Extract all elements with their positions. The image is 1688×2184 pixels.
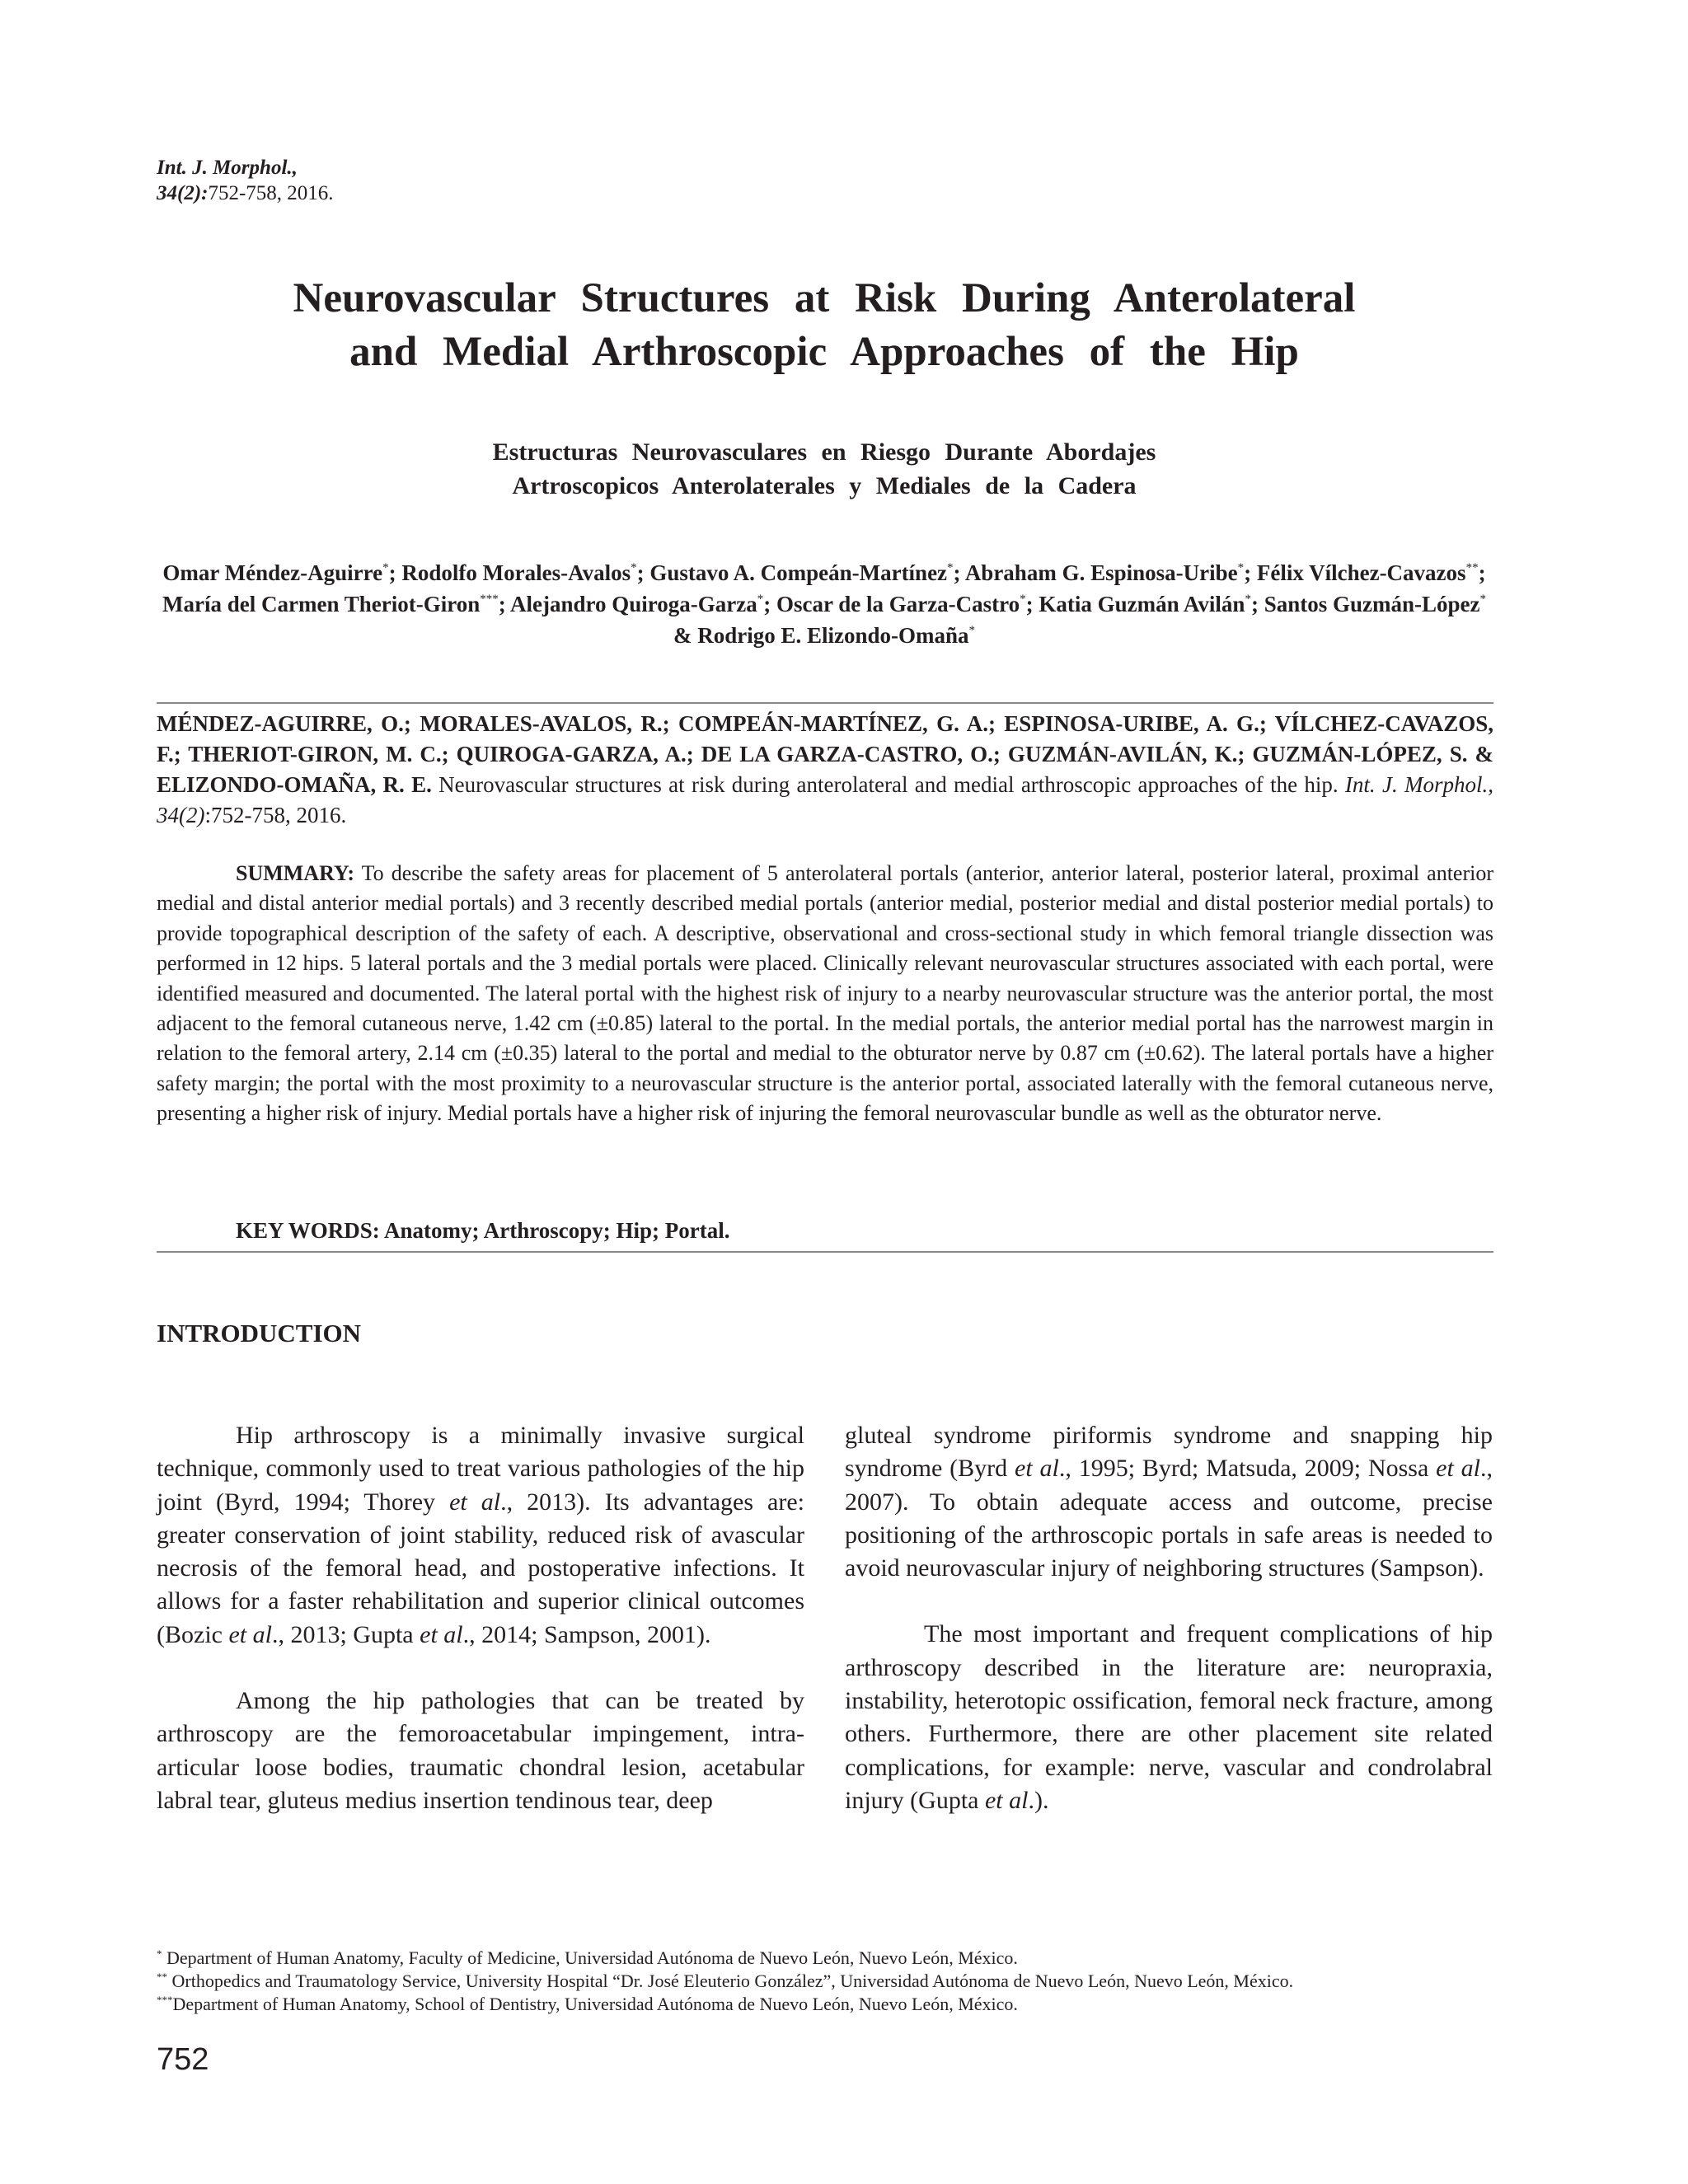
summary-abstract <box>157 859 1493 1129</box>
body-text: The most important and frequent complications of hip arthroscopy described in the literature are: neuropraxia, instability, heterotopic ossification, femoral neck fracture, among others. Furthermore, there are other placement site related complications, for example: nerve, vascular and condrolabral injury (Gupta <box>845 1620 1493 1814</box>
footnote-mark: * <box>157 1947 162 1960</box>
body-text: ., 2013; Gupta <box>271 1620 420 1648</box>
journal-name: Int. J. Morphol., <box>157 157 298 179</box>
citation-italic: et al <box>420 1620 463 1648</box>
journal-reference <box>157 155 334 206</box>
author-name: Abraham G. Espinosa-Uribe <box>964 560 1238 585</box>
top-divider <box>157 702 1493 704</box>
citation-journal: Int. J. Morphol., 34(2) <box>157 772 1493 827</box>
author-name: Rodrigo E. Elizondo-Omaña <box>697 623 969 648</box>
citation-italic: et al <box>228 1620 272 1648</box>
footnote-line <box>157 1947 1293 1970</box>
author-name: Félix Vílchez-Cavazos <box>1256 560 1466 585</box>
affiliation-mark: * <box>382 561 389 574</box>
author-name: Katia Guzmán Avilán <box>1039 592 1245 616</box>
affiliation-mark: * <box>1020 593 1026 606</box>
citation-block <box>157 709 1493 831</box>
affiliation-mark: * <box>947 561 954 574</box>
section-heading-introduction: INTRODUCTION <box>157 1319 362 1347</box>
author-name: Oscar de la Garza-Castro <box>776 592 1020 616</box>
body-text: ., 2014; Sampson, 2001). <box>462 1620 711 1648</box>
footnote-line <box>157 1970 1293 1993</box>
affiliation-mark: * <box>968 624 976 637</box>
body-text: ., 1995; Byrd; Matsuda, 2009; Nossa <box>1058 1455 1437 1483</box>
article-subtitle-spanish <box>157 435 1492 503</box>
affiliation-mark: *** <box>480 593 499 606</box>
citation-italic: et al <box>449 1488 501 1516</box>
author-name: Omar Méndez-Aguirre <box>162 560 383 585</box>
citation-authors: MÉNDEZ-AGUIRRE, O.; MORALES-AVALOS, R.; COMPEÁN-MARTÍNEZ, G. A.; ESPINOSA-URIBE, A. G.; VÍLCHEZ-CAVAZOS, F.; THERIOT-GIRON, M. C.; QUIROGA-GARZA, A.; DE LA GARZA-CASTRO, O.; GUZMÁN-AVILÁN, K.; GUZMÁN-LÓPEZ, S. & ELIZONDO-OMAÑA, R. E. <box>157 711 1493 797</box>
affiliation-footnotes <box>157 1947 1293 2016</box>
body-text: gluteal syndrome piriformis syndrome and snapping hip syndrome (Byrd <box>845 1422 1493 1483</box>
author-name: Rodolfo Morales-Avalos <box>401 560 631 585</box>
body-text: ., 2007). To obtain adequate access and outcome, precise positioning of the arthroscopic portals in safe areas is needed to avoid neurovascular injury of neighboring structures (Sampson). <box>845 1455 1493 1582</box>
article-title-line: and Medial Arthroscopic Approaches of the Hip <box>349 329 1299 375</box>
body-text: ., 2013). Its advantages are: greater conservation of joint stability, reduced risk of avascular necrosis of the femoral head, and postoperative infections. It allows for a faster rehabilitation and superior clinical outcomes (Bozic <box>157 1488 805 1648</box>
footnote-mark: ** <box>157 1971 167 1983</box>
author-name: Santos Guzmán-López <box>1264 592 1480 616</box>
author-name: María del Carmen Theriot-Giron <box>162 592 481 616</box>
footnote-text: Orthopedics and Traumatology Service, University Hospital “Dr. José Eleuterio González”, Universidad Autónoma de Nuevo León, Nuevo León, México. <box>167 1971 1294 1991</box>
affiliation-mark: * <box>757 593 764 606</box>
summary-label: SUMMARY: <box>236 861 355 885</box>
affiliation-mark: * <box>1245 593 1251 606</box>
citation-italic: et al <box>984 1786 1029 1814</box>
affiliation-mark: * <box>1479 593 1486 606</box>
paragraph-gap <box>157 1652 804 1685</box>
affiliation-mark: * <box>1237 561 1245 574</box>
journal-volume-issue: 34(2): <box>157 182 209 204</box>
citation-italic: et al <box>1436 1455 1480 1483</box>
footnote-mark: *** <box>157 1994 173 2006</box>
body-paragraph <box>845 1419 1493 1585</box>
affiliation-mark: ** <box>1465 561 1479 574</box>
bottom-divider <box>157 1251 1493 1253</box>
affiliation-mark: * <box>631 561 637 574</box>
footnote-line <box>157 1993 1293 2016</box>
body-column-left <box>157 1419 804 1817</box>
body-text: Hip arthroscopy is a minimally invasive surgical technique, commonly used to treat various pathologies of the hip joint (Byrd, 1994; Thorey <box>157 1422 804 1516</box>
article-subtitle-line: Artroscopicos Anterolaterales y Mediales de la Cadera <box>512 472 1137 499</box>
author-name: Alejandro Quiroga-Garza <box>509 592 757 616</box>
body-paragraph <box>157 1419 804 1652</box>
author-name: Gustavo A. Compeán-Martínez <box>649 560 948 585</box>
journal-pages-year: 752-758, 2016. <box>208 182 334 204</box>
citation-pages: :752-758, 2016. <box>204 803 347 827</box>
keywords: KEY WORDS: Anatomy; Arthroscopy; Hip; Portal. <box>236 1218 730 1243</box>
citation-title: Neurovascular structures at risk during anterolateral and medial arthroscopic approaches of the hip. <box>431 772 1345 797</box>
article-title-line: Neurovascular Structures at Risk During Anterolateral <box>293 275 1356 321</box>
paragraph-gap <box>845 1585 1493 1618</box>
body-text: Among the hip pathologies that can be treated by arthroscopy are the femoroacetabular impingement, intra-articular loose bodies, traumatic chondral lesion, acetabular labral tear, gluteus medius insertion tendinous tear, deep <box>157 1687 804 1814</box>
summary-text: To describe the safety areas for placement of 5 anterolateral portals (anterior, anterior lateral, posterior lateral, proximal anterior medial and distal anterior medial portals) and 3 recently described medial portals (anterior medial, posterior medial and distal posterior medial portals) to provide topographical description of the safety of each. A descriptive, observational and cross-sectional study in which femoral triangle dissection was performed in 12 hips. 5 lateral portals and the 3 medial portals were placed. Clinically relevant neurovascular structures associated with each portal, were identified measured and documented. The lateral portal with the highest risk of injury to a nearby neurovascular structure was the anterior portal, the most adjacent to the femoral cutaneous nerve, 1.42 cm (±0.85) lateral to the portal. In the medial portals, the anterior medial portal has the narrowest margin in relation to the femoral artery, 2.14 cm (±0.35) lateral to the portal and medial to the obturator nerve by 0.87 cm (±0.62). The lateral portals have a higher safety margin; the portal with the most proximity to a neurovascular structure is the anterior portal, associated laterally with the femoral cutaneous nerve, presenting a higher risk of injury. Medial portals have a higher risk of injuring the femoral neurovascular bundle as well as the obturator nerve. <box>157 861 1493 1126</box>
page-number: 752 <box>157 2042 209 2077</box>
body-paragraph <box>157 1685 804 1817</box>
footnote-text: Department of Human Anatomy, Faculty of Medicine, Universidad Autónoma de Nuevo León, Nuevo León, México. <box>162 1947 1018 1968</box>
body-column-right <box>845 1419 1493 1817</box>
body-text: .). <box>1028 1786 1049 1814</box>
article-title <box>157 272 1492 379</box>
citation-italic: et al <box>1015 1455 1059 1483</box>
author-list: Omar Méndez-Aguirre*; Rodolfo Morales-Avalos*; Gustavo A. Compeán-Martínez*; Abraham G. Espinosa-Uribe*; Félix Vílchez-Cavazos**; María del Carmen Theriot-Giron***; Alejandro Quiroga-Garza*; Oscar de la Garza-Castro*; Katia Guzmán Avilán*; Santos Guzmán-López* & Rodrigo E. Elizondo-Omaña* <box>162 560 1486 648</box>
article-subtitle-line: Estructuras Neurovasculares en Riesgo Durante Abordajes <box>492 438 1156 466</box>
body-paragraph <box>845 1618 1493 1817</box>
footnote-text: Department of Human Anatomy, School of Dentistry, Universidad Autónoma de Nuevo León, Nuevo León, México. <box>172 1994 1018 2014</box>
